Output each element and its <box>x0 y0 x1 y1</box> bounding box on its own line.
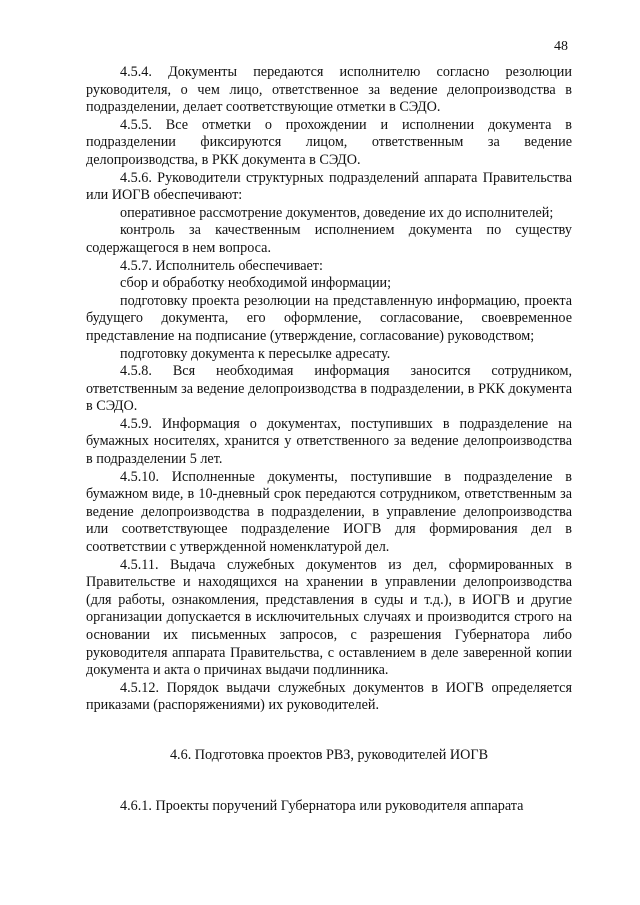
paragraph-4-5-11: 4.5.11. Выдача служебных документов из дел, сформированных в Правительстве и находящихся на хранении в управлении делопроизводства (для работы, ознакомления, представления в суды и т.д.), в ИОГВ и другие организации допускается в исключительных случаях и производится строго на основании их письменных запросов, с разрешения Губернатора либо руководителя аппарата Правительства, с оставлением в деле заверенной копии документа и акта о причинах выдачи подлинника. <box>86 556 572 679</box>
list-item-document-forwarding: подготовку документа к пересылке адресату. <box>120 345 391 362</box>
list-item-resolution-preparation: подготовку проекта резолюции на представленную информацию, проекта будущего документа, его оформление, согласование, своевременное представление на подписание (утверждение, согласование) руководством; <box>86 292 572 344</box>
paragraph-4-5-10: 4.5.10. Исполненные документы, поступившие в подразделение в бумажном виде, в 10-дневный срок передаются сотрудником, ответственным за ведение делопроизводства в подразделении, в управление делопроизводства или соответствующее подразделение ИОГВ для формирования дел в соответствии с утвержденной номенклатурой дел. <box>86 468 572 556</box>
section-title: 4.6. Подготовка проектов РВЗ, руководителей ИОГВ <box>169 746 489 763</box>
paragraph-4-5-9: 4.5.9. Информация о документах, поступивших в подразделение на бумажных носителях, хранится у ответственного за ведение делопроизводства в подразделении 5 лет. <box>86 415 572 468</box>
list-item-quality-control: контроль за качественным исполнением документа по существу содержащегося в нем вопроса. <box>86 222 572 256</box>
paragraph-4-6-1: 4.6.1. Проекты поручений Губернатора или руководителя аппарата <box>120 797 524 814</box>
paragraph-4-5-7: 4.5.7. Исполнитель обеспечивает: <box>120 257 323 274</box>
paragraph-4-5-8: 4.5.8. Вся необходимая информация заносится сотрудником, ответственным за ведение делопроизводства в подразделении, в РКК документа в СЭДО. <box>86 363 572 415</box>
paragraph-4-5-5: 4.5.5. Все отметки о прохождении и исполнении документа в подразделении фиксируются лицом, ответственным за ведение делопроизводства, в РКК документа в СЭДО. <box>86 116 572 168</box>
list-item-operational-review: оперативное рассмотрение документов, доведение их до исполнителей; <box>120 204 554 221</box>
document-body <box>86 64 572 815</box>
paragraph-4-5-12: 4.5.12. Порядок выдачи служебных документов в ИОГВ определяется приказами (распоряжениями) их руководителей. <box>86 679 572 714</box>
paragraph-4-5-4: 4.5.4. Документы передаются исполнителю согласно резолюции руководителя, о чем лицо, ответственное за ведение делопроизводства в подразделении, делает соответствующие отметки в СЭДО. <box>86 64 572 116</box>
paragraph-4-5-6: 4.5.6. Руководители структурных подразделений аппарата Правительства или ИОГВ обеспечивают: <box>86 169 572 204</box>
page-number: 48 <box>554 39 568 54</box>
list-item-information-collection: сбор и обработку необходимой информации; <box>120 275 392 292</box>
